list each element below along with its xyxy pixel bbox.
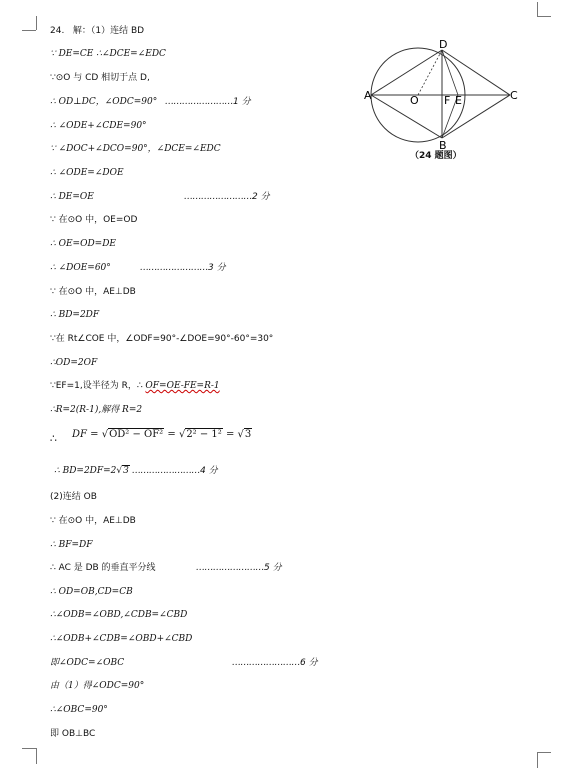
line-ab (371, 95, 442, 138)
radical-3: 3 (244, 429, 252, 440)
label-c: C (510, 89, 518, 102)
step-17-prefix: ∴ BD=2DF=2 (54, 466, 117, 476)
line-bc (442, 95, 510, 138)
problem-number: 24. (50, 26, 65, 36)
step-20: ∴ BF=DF (50, 540, 93, 550)
step-12: ∴ BD=2DF (50, 310, 100, 320)
step-19: ∵ 在⊙O 中，AE⊥DB (50, 516, 136, 526)
step-8: ∵ 在⊙O 中，OE=OD (50, 215, 138, 225)
step-10: ∴ ∠DOE=60° (50, 263, 111, 273)
crop-mark-bottom-left-h (22, 748, 36, 749)
crop-mark-top-right (537, 2, 538, 16)
step-27: ∴∠OBC=90° (50, 705, 108, 715)
crop-mark-bottom-right (537, 752, 538, 768)
label-b: B (439, 139, 447, 152)
solution-label: 解：（1）连结 BD (72, 26, 145, 36)
equals-1: = (164, 429, 179, 440)
crop-mark-top-left-h (22, 30, 36, 31)
df-lhs: DF = (72, 429, 102, 440)
geometry-diagram (362, 38, 522, 163)
crop-mark-top-right-h (537, 16, 551, 17)
step-15-expression: OF=OE-FE=R-1 (145, 381, 220, 391)
equals-2: = (222, 429, 238, 440)
step-23: ∴∠ODB=∠OBD,∠CDB=∠CBD (50, 610, 188, 620)
line-od (418, 50, 442, 95)
therefore-symbol: ∴ (50, 432, 57, 445)
step-14: ∴OD=2OF (50, 358, 98, 368)
part-2-heading: (2)连结 OB (50, 492, 97, 502)
line-ad (371, 50, 442, 95)
diagram-caption: （24 题图） (410, 151, 462, 161)
label-f: F (444, 94, 451, 107)
crop-mark-bottom-left (36, 748, 37, 764)
step-2: ∵⊙O 与 CD 相切于点 D, (50, 73, 150, 83)
label-d: D (439, 38, 448, 51)
df-expression: DF = √OD² − OF² = √2² − 1² = √3 (72, 429, 252, 440)
crop-mark-bottom-right-h (537, 752, 551, 753)
label-e: E (455, 94, 462, 107)
step-25: 即∠ODC=∠OBC (50, 658, 125, 668)
score-2: ……………………2 分 (184, 192, 270, 202)
step-6: ∴ ∠ODE=∠DOE (50, 168, 124, 178)
crop-mark-top-left (36, 16, 37, 30)
step-15 (50, 380, 220, 392)
step-28: 即 OB⊥BC (50, 729, 96, 739)
step-16: ∴R=2(R-1),解得 R=2 (50, 405, 143, 415)
step-4: ∴ ∠ODE+∠CDE=90° (50, 121, 147, 131)
line-de (442, 50, 458, 95)
line-dc (442, 50, 510, 95)
step-24: ∴∠ODB+∠CDB=∠OBD+∠CBD (50, 634, 193, 644)
step-17-root: 3 (123, 466, 129, 476)
step-26: 由（1）得∠ODC=90° (50, 681, 145, 691)
step-21: ∴ AC 是 DB 的垂直平分线 (50, 563, 156, 573)
step-15-prefix: ∵EF=1,设半径为 R，∴ (50, 381, 146, 391)
label-o: O (410, 94, 419, 107)
label-a: A (364, 89, 372, 102)
radical-2: 2² − 1² (186, 429, 222, 440)
solution-heading (50, 25, 144, 37)
step-3: ∴ OD⊥DC，∠ODC=90° (50, 97, 158, 107)
step-5: ∵ ∠DOC+∠DCO=90°，∠DCE=∠EDC (50, 144, 221, 154)
radical-1: OD² − OF² (109, 429, 164, 440)
step-17: ∴ BD=2DF=2√3 (54, 466, 129, 476)
score-1: ……………………1 分 (165, 97, 251, 107)
step-11: ∵ 在⊙O 中，AE⊥DB (50, 287, 136, 297)
score-3: ……………………3 分 (140, 263, 226, 273)
step-13: ∵在 Rt∠COE 中，∠ODF=90°-∠DOE=90°-60°=30° (50, 334, 274, 344)
score-5: ……………………5 分 (196, 563, 282, 573)
score-6: ……………………6 分 (232, 658, 318, 668)
step-7: ∴ DE=OE (50, 192, 94, 202)
step-9: ∴ OE=OD=DE (50, 239, 116, 249)
step-22: ∴ OD=OB,CD=CB (50, 587, 133, 597)
score-4: ……………………4 分 (132, 466, 218, 476)
step-1: ∵ DE=CE ∴∠DCE=∠EDC (50, 49, 166, 59)
